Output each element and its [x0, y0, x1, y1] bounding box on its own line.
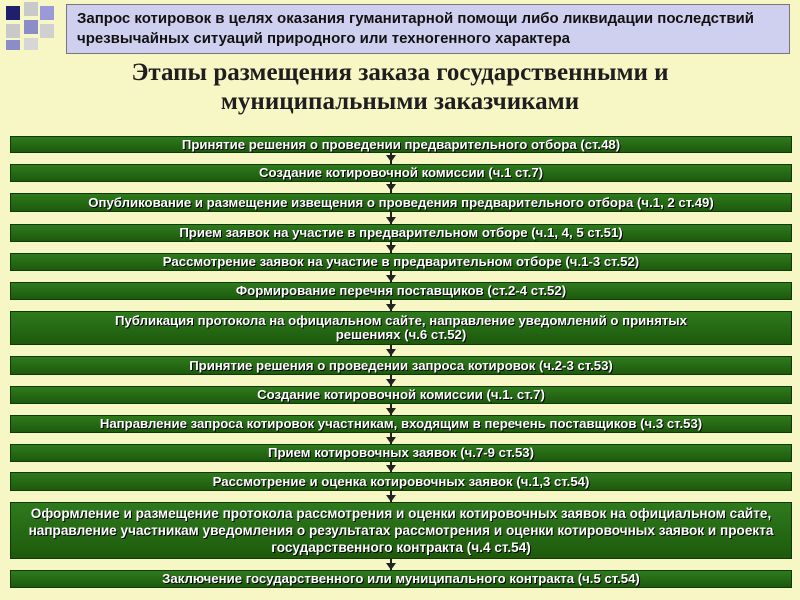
page-title — [0, 58, 800, 116]
arrow-8 — [386, 379, 396, 386]
step-7 — [10, 311, 792, 345]
step-13-label: Оформление и размещение протокола рассмотрения и оценки котировочных заявок на официальном сайте, направление участникам уведомления о результатах рассмотрения и оценки котировочных заявок и проекта государственного контракта (ч.4 ст.54) — [28, 506, 774, 555]
arrow-12 — [386, 495, 396, 502]
step-7-label: Публикация протокола на официальном сайте, направление уведомлений о принятых решениях (ч.6 ст.52) — [114, 313, 687, 342]
arrow-1 — [386, 155, 396, 162]
arrow-11 — [386, 465, 396, 472]
step-4 — [10, 224, 792, 242]
arrow-7 — [386, 349, 396, 356]
arrow-10 — [386, 437, 396, 444]
logo-squares — [0, 0, 62, 50]
step-3 — [10, 193, 792, 212]
step-1 — [10, 136, 792, 153]
step-9 — [10, 386, 792, 404]
step-4-label: Прием заявок на участие в предварительном отборе (ч.1, 4, 5 ст.51) — [179, 225, 623, 240]
page-title-text: Этапы размещения заказа государственными и муниципальными заказчиками — [131, 59, 669, 115]
arrow-3 — [386, 217, 396, 224]
step-11 — [10, 444, 792, 462]
step-13 — [10, 502, 792, 559]
arrow-5 — [386, 275, 396, 282]
step-8 — [10, 356, 792, 375]
step-12 — [10, 472, 792, 491]
step-5-label: Рассмотрение заявок на участие в предварительном отборе (ч.1-3 ст.52) — [162, 254, 640, 269]
arrow-6 — [386, 304, 396, 311]
step-10-label: Направление запроса котировок участникам, входящим в перечень поставщиков (ч.3 ст.53) — [99, 416, 703, 431]
step-5 — [10, 253, 792, 271]
step-14-label: Заключение государственного или муниципального контракта (ч.5 ст.54) — [162, 571, 640, 586]
step-10 — [10, 415, 792, 433]
step-11-label: Прием котировочных заявок (ч.7-9 ст.53) — [267, 445, 535, 460]
step-3-label: Опубликование и размещение извещения о проведения предварительного отбора (ч.1, 2 ст.49) — [88, 194, 714, 210]
arrow-13 — [386, 563, 396, 570]
step-2 — [10, 164, 792, 182]
steps-flowchart — [10, 134, 792, 594]
step-9-label: Создание котировочной комиссии (ч.1. ст.7) — [257, 387, 545, 402]
step-14 — [10, 570, 792, 588]
step-6 — [10, 282, 792, 300]
step-6-label: Формирование перечня поставщиков (ст.2-4 ст.52) — [235, 283, 567, 298]
step-1-label: Принятие решения о проведении предварительного отбора (ст.48) — [181, 136, 621, 152]
header-note: Запрос котировок в целях оказания гуманитарной помощи либо ликвидации последствий чрезвычайных ситуаций природного или техногенного характера — [66, 4, 790, 54]
step-12-label: Рассмотрение и оценка котировочных заявок (ч.1,3 ст.54) — [212, 473, 590, 489]
arrow-4 — [386, 245, 396, 252]
arrow-9 — [386, 408, 396, 415]
arrow-2 — [386, 184, 396, 191]
step-8-label: Принятие решения о проведении запроса котировок (ч.2-3 ст.53) — [189, 357, 613, 373]
step-2-label: Создание котировочной комиссии (ч.1 ст.7) — [258, 165, 544, 180]
